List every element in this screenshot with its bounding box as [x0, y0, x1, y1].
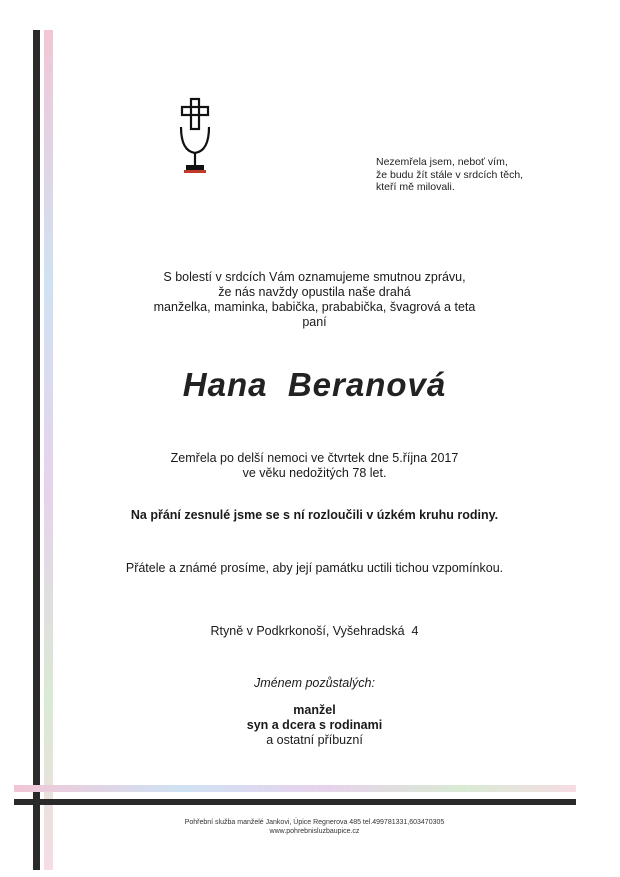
- vertical-dark-border: [33, 30, 40, 870]
- death-line: ve věku nedožitých 78 let.: [242, 466, 387, 480]
- deceased-name: Hana Beranová: [182, 366, 447, 403]
- horizontal-dark-border: [14, 799, 576, 805]
- announcement-intro: [53, 270, 576, 330]
- quote-line: že budu žít stále v srdcích těch,: [376, 168, 524, 181]
- footer-line: Pohřební služba manželé Jankovi, Úpice Regnerova 485 tel.499781331,603470305: [184, 819, 445, 826]
- intro-line: že nás navždy opustila naše drahá: [218, 285, 411, 299]
- intro-line: paní: [302, 315, 327, 329]
- address: Rtyně v Podkrkonoší, Vyšehradská 4: [210, 624, 419, 638]
- death-info: [53, 451, 576, 481]
- quote-line: kteří mě milovali.: [376, 181, 455, 193]
- on-behalf-label: Jménem pozůstalých:: [254, 676, 375, 690]
- intro-line: S bolestí v srdcích Vám oznamujeme smutnou zprávu,: [163, 270, 466, 284]
- footer-website: www.pohrebnisluzbaupice.cz: [269, 828, 360, 835]
- family-line: a ostatní příbuzní: [266, 733, 363, 747]
- intro-line: manželka, maminka, babička, prababička, švagrová a teta: [153, 300, 476, 314]
- vertical-pastel-border: [44, 30, 53, 870]
- horizontal-pastel-border: [14, 785, 576, 792]
- funeral-service-footer: [53, 818, 576, 836]
- quote-line: Nezemřela jsem, neboť vím,: [376, 156, 508, 168]
- death-line: Zemřela po delší nemoci ve čtvrtek dne 5.října 2017: [170, 451, 459, 465]
- quote: [376, 156, 523, 194]
- farewell-wish: Na přání zesnulé jsme se s ní rozloučili v úzkém kruhu rodiny.: [130, 508, 499, 522]
- bereaved-family: [53, 703, 576, 748]
- family-line: manžel: [293, 703, 336, 717]
- friends-request: Přátele a známé prosíme, aby její památku uctili tichou vzpomínkou.: [125, 561, 504, 575]
- family-line: syn a dcera s rodinami: [246, 718, 383, 732]
- cross-chalice-icon: [178, 97, 212, 175]
